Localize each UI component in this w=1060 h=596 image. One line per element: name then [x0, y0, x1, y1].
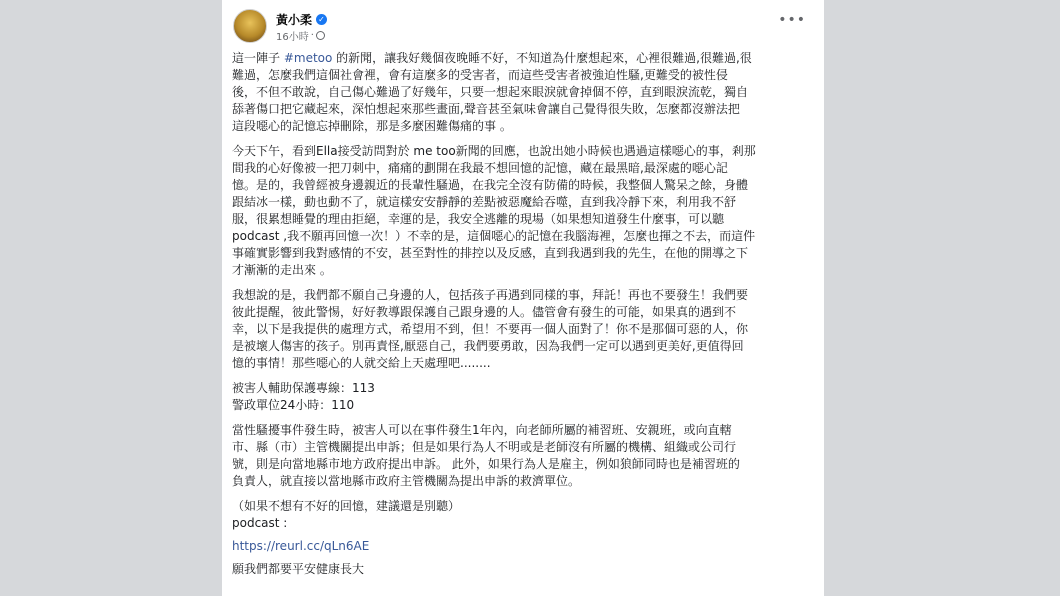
text-line: 市、縣（市）主管機關提出申訴；但是如果行為人不明或是老師沒有所屬的機構、組織或公司行 — [232, 440, 737, 454]
background-left — [0, 0, 222, 596]
text-line: 憶。是的，我曾經被身邊親近的長輩性騷過，在我完全沒有防備的時候，我整個人驚呆之餘，身體 — [232, 178, 749, 192]
podcast-link-row — [232, 538, 808, 555]
hashtag-link[interactable]: #metoo — [283, 51, 333, 65]
text-segment: 的新聞，讓我好幾個夜晚睡不好，不知道為什麼想起來，心裡很難過,很難過,很 — [332, 51, 752, 65]
text-line: 跟結冰一樣，動也動不了，就這樣安安靜靜的差點被惡魔給吞噬，直到我冷靜下來，利用我不舒 — [232, 195, 737, 209]
text-line: 是被壞人傷害的孩子。別再責怪,厭惡自己，我們要勇敢，因為我們一定可以遇到更美好,更值得回 — [232, 339, 744, 353]
author-name[interactable] — [276, 11, 327, 28]
post-paragraph-2 — [232, 143, 808, 279]
text-line: 間我的心好像被一把刀刺中，痛痛的劃開在我最不想回憶的記憶，藏在最黑暗,最深處的噁心記 — [232, 161, 728, 175]
text-line — [232, 50, 808, 67]
globe-icon — [316, 31, 325, 40]
avatar[interactable] — [233, 9, 267, 43]
text-line: 我想說的是，我們都不願自己身邊的人，包括孩子再遇到同樣的事，拜託！再也不要發生！我們要 — [232, 288, 749, 302]
more-options-icon[interactable]: ••• — [778, 12, 806, 28]
podcast-link[interactable]: https://reurl.cc/qLn6AE — [232, 539, 370, 553]
background-right — [824, 0, 1060, 596]
hotline-item: 警政單位24小時：110 — [232, 398, 355, 412]
text-line: 這段噁心的記憶忘掉刪除，那是多麼困難傷痛的事 。 — [232, 119, 512, 133]
text-line: 服，很累想睡覺的理由拒絕，幸運的是，我安全逃離的現場（如果想知道發生什麼事，可以聽 — [232, 212, 725, 226]
text-line: 事確實影響到我對感情的不安，甚至對性的排控以及反感，直到我遇到我的先生，在他的開導之下 — [232, 246, 749, 260]
closing-text: 願我們都要平安健康長大 — [232, 562, 365, 576]
closing-row — [232, 561, 808, 578]
author-name-text[interactable]: 黃小柔 — [276, 13, 313, 27]
post-paragraph-1 — [232, 50, 808, 135]
hotline-item: 被害人輔助保護專線：113 — [232, 381, 375, 395]
podcast-note: （如果不想有不好的回憶，建議還是別聽） — [232, 499, 461, 513]
podcast-label: podcast : — [232, 516, 288, 530]
text-line: 才漸漸的走出來 。 — [232, 263, 332, 277]
text-line: 後，不但不敢說，自己傷心難過了好幾年，只要一想起來眼淚就會掉個不停，直到眼淚流乾，獨自 — [232, 85, 749, 99]
podcast-section — [232, 498, 808, 532]
hotline-list — [232, 380, 808, 414]
text-line: 彼此提醒，彼此警惕，好好教導跟保護自己跟身邊的人。儘管會有發生的可能，如果真的遇到不 — [232, 305, 737, 319]
post-meta — [276, 28, 325, 43]
verified-badge-icon: ✓ — [316, 14, 327, 25]
post-header — [222, 0, 824, 50]
text-line: 憶的事情！那些噁心的人就交給上天處理吧........ — [232, 356, 491, 370]
text-line: 號，則是向當地縣市地方政府提出申訴。 此外，如果行為人是雇主，例如狼師同時也是補習班的 — [232, 457, 740, 471]
text-line: 舔著傷口把它藏起來，深怕想起來那些畫面,聲音甚至氣味會讓自己覺得很失敗，怎麼都沒辦法把 — [232, 102, 740, 116]
post-body — [232, 50, 808, 586]
facebook-post — [222, 0, 824, 596]
post-paragraph-3 — [232, 287, 808, 372]
text-line: podcast ,我不願再回憶一次！）不幸的是，這個噁心的記憶在我腦海裡，怎麼也揮之不去，而這件 — [232, 229, 756, 243]
text-segment: 這一陣子 — [232, 51, 284, 65]
text-line: 幸，以下是我提供的處理方式，希望用不到，但！不要再一個人面對了！你不是那個可惡的人，你 — [232, 322, 749, 336]
separator-dot: · — [310, 30, 314, 41]
post-paragraph-5 — [232, 422, 808, 490]
text-line: 當性騷擾事件發生時，被害人可以在事件發生1年內，向老師所屬的補習班、安親班，或向直轄 — [232, 423, 732, 437]
text-line: 今天下午，看到Ella接受訪問對於 me too新聞的回應，也說出她小時候也遇過這樣噁心的事，剎那 — [232, 144, 756, 158]
text-line: 難過，怎麼我們這個社會裡，會有這麼多的受害者，而這些受害者被強迫性騷,更難受的被性侵 — [232, 68, 728, 82]
post-time[interactable]: 16小時 — [276, 32, 309, 43]
text-line: 負責人，就直接以當地縣市政府主管機關為提出申訴的救濟單位。 — [232, 474, 581, 488]
